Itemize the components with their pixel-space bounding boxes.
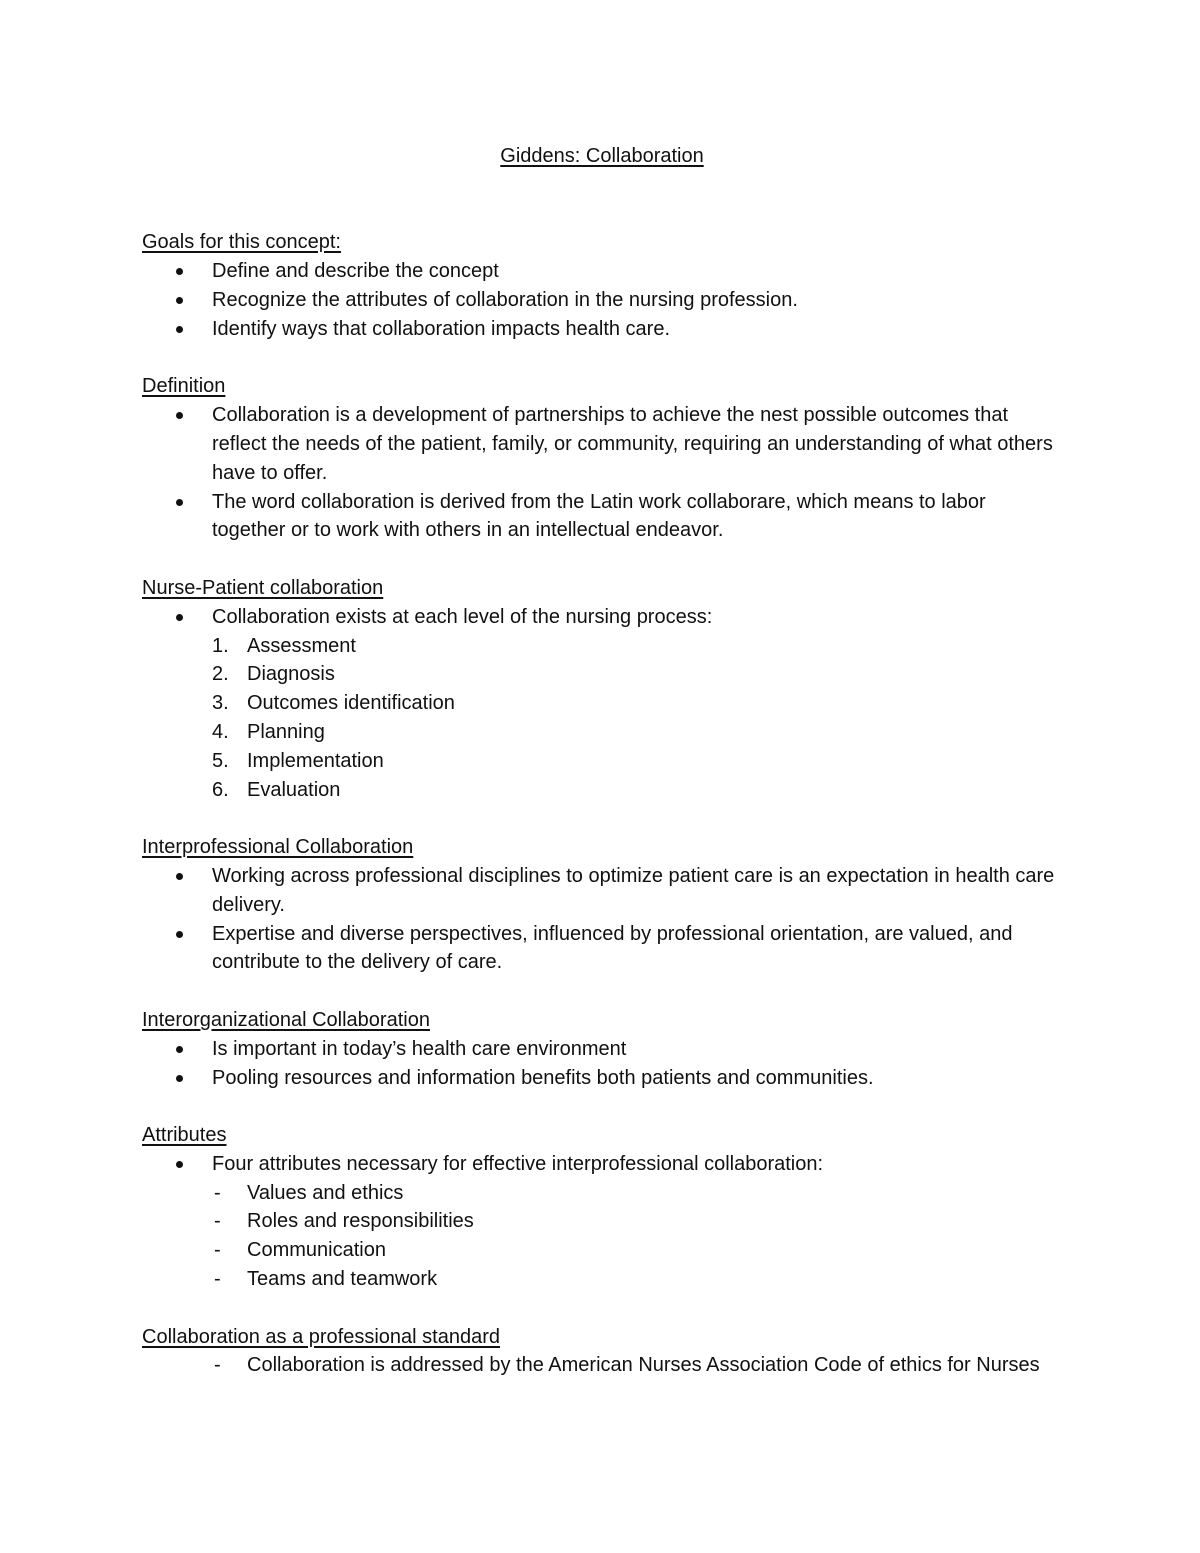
bullet-text: Is important in today’s health care environment (212, 1037, 627, 1060)
bullet-text: Recognize the attributes of collaboration in the nursing profession. (212, 288, 798, 311)
number-marker: 4. (212, 720, 229, 743)
dash-item (142, 1236, 1062, 1265)
dash-item (142, 1265, 1062, 1294)
section-spacing (142, 344, 1062, 373)
numbered-text: Diagnosis (247, 663, 335, 686)
bullet-icon (176, 499, 183, 506)
number-marker: 5. (212, 749, 229, 772)
section-heading-interprofessional: Interprofessional Collaboration (142, 836, 414, 859)
section-spacing (142, 1092, 1062, 1121)
bullet-text: Define and describe the concept (212, 260, 499, 283)
section-heading-interorganizational: Interorganizational Collaboration (142, 1008, 430, 1031)
bullet-icon (176, 873, 183, 880)
section-spacing (142, 804, 1062, 833)
section-spacing (142, 977, 1062, 1006)
number-marker: 3. (212, 692, 229, 715)
bullet-icon (176, 1161, 183, 1168)
bullet-item (142, 920, 1062, 978)
dash-text: Teams and teamwork (247, 1268, 438, 1291)
numbered-item (142, 718, 1062, 747)
bullet-item (142, 286, 1062, 315)
definition-bullet-list (142, 401, 1062, 545)
section-attributes (142, 1121, 1062, 1294)
bullet-icon (176, 1046, 183, 1053)
document-title: Giddens: Collaboration (500, 145, 704, 167)
bullet-icon (176, 1075, 183, 1082)
section-heading-professional-standard: Collaboration as a professional standard (142, 1325, 500, 1348)
section-heading-goals: Goals for this concept: (142, 231, 341, 254)
dash-marker: - (214, 1268, 221, 1291)
goals-bullet-list (142, 257, 1062, 343)
bullet-item (142, 488, 1062, 546)
section-goals (142, 228, 1062, 343)
number-marker: 1. (212, 634, 229, 657)
section-spacing (142, 545, 1062, 574)
numbered-item (142, 689, 1062, 718)
bullet-icon (176, 931, 183, 938)
number-marker: 6. (212, 778, 229, 801)
bullet-text: Collaboration exists at each level of the nursing process: (212, 605, 713, 628)
dash-text: Values and ethics (247, 1181, 404, 1204)
bullet-item (142, 1035, 1062, 1064)
nurse-patient-bullet-list (142, 603, 1062, 632)
numbered-item (142, 747, 1062, 776)
section-nurse-patient-collaboration (142, 574, 1062, 804)
numbered-text: Implementation (247, 749, 384, 772)
bullet-icon (176, 614, 183, 621)
bullet-item (142, 862, 1062, 920)
bullet-text: Four attributes necessary for effective interprofessional collaboration: (212, 1152, 824, 1175)
section-heading-definition: Definition (142, 375, 226, 398)
nursing-process-numbered-list (142, 632, 1062, 805)
document-body (142, 142, 1062, 1380)
bullet-item (142, 257, 1062, 286)
professional-standard-dash-list (142, 1351, 1062, 1380)
dash-item (142, 1179, 1062, 1208)
dash-text: Roles and responsibilities (247, 1210, 474, 1233)
numbered-item (142, 776, 1062, 805)
attributes-dash-list (142, 1179, 1062, 1294)
section-interorganizational-collaboration (142, 1006, 1062, 1092)
bullet-icon (176, 297, 183, 304)
numbered-text: Evaluation (247, 778, 341, 801)
bullet-text: Collaboration is a development of partnerships to achieve the nest possible outcomes that reflect the needs of the patient, family, or community, requiring an understanding of what others have to offer. (212, 404, 1053, 484)
section-heading-nurse-patient: Nurse-Patient collaboration (142, 576, 384, 599)
bullet-icon (176, 326, 183, 333)
bullet-item (142, 401, 1062, 487)
numbered-item (142, 660, 1062, 689)
bullet-text: The word collaboration is derived from the Latin work collaborare, which means to labor together or to work with others in an intellectual endeavor. (212, 490, 986, 542)
title-spacing (142, 171, 1062, 229)
attributes-bullet-list (142, 1150, 1062, 1179)
bullet-item (142, 315, 1062, 344)
numbered-text: Outcomes identification (247, 692, 455, 715)
section-spacing (142, 1294, 1062, 1323)
section-interprofessional-collaboration (142, 833, 1062, 977)
dash-text: Communication (247, 1239, 386, 1262)
section-heading-attributes: Attributes (142, 1124, 227, 1147)
bullet-text: Identify ways that collaboration impacts health care. (212, 317, 671, 340)
bullet-text: Working across professional disciplines to optimize patient care is an expectation in health care delivery. (212, 864, 1055, 916)
interorganizational-bullet-list (142, 1035, 1062, 1093)
number-marker: 2. (212, 663, 229, 686)
dash-marker: - (214, 1181, 221, 1204)
dash-item (142, 1207, 1062, 1236)
bullet-item (142, 603, 1062, 632)
bullet-text: Expertise and diverse perspectives, influenced by professional orientation, are valued, and contribute to the delivery of care. (212, 922, 1013, 974)
bullet-item (142, 1150, 1062, 1179)
numbered-text: Assessment (247, 634, 356, 657)
dash-marker: - (214, 1239, 221, 1262)
numbered-item (142, 632, 1062, 661)
section-professional-standard (142, 1323, 1062, 1381)
dash-text: Collaboration is addressed by the American Nurses Association Code of ethics for Nurses (247, 1354, 1040, 1377)
bullet-icon (176, 412, 183, 419)
dash-item (142, 1351, 1062, 1380)
numbered-text: Planning (247, 720, 325, 743)
section-definition (142, 372, 1062, 545)
bullet-text: Pooling resources and information benefits both patients and communities. (212, 1066, 874, 1089)
interprofessional-bullet-list (142, 862, 1062, 977)
bullet-icon (176, 268, 183, 275)
dash-marker: - (214, 1354, 221, 1377)
bullet-item (142, 1064, 1062, 1093)
dash-marker: - (214, 1210, 221, 1233)
